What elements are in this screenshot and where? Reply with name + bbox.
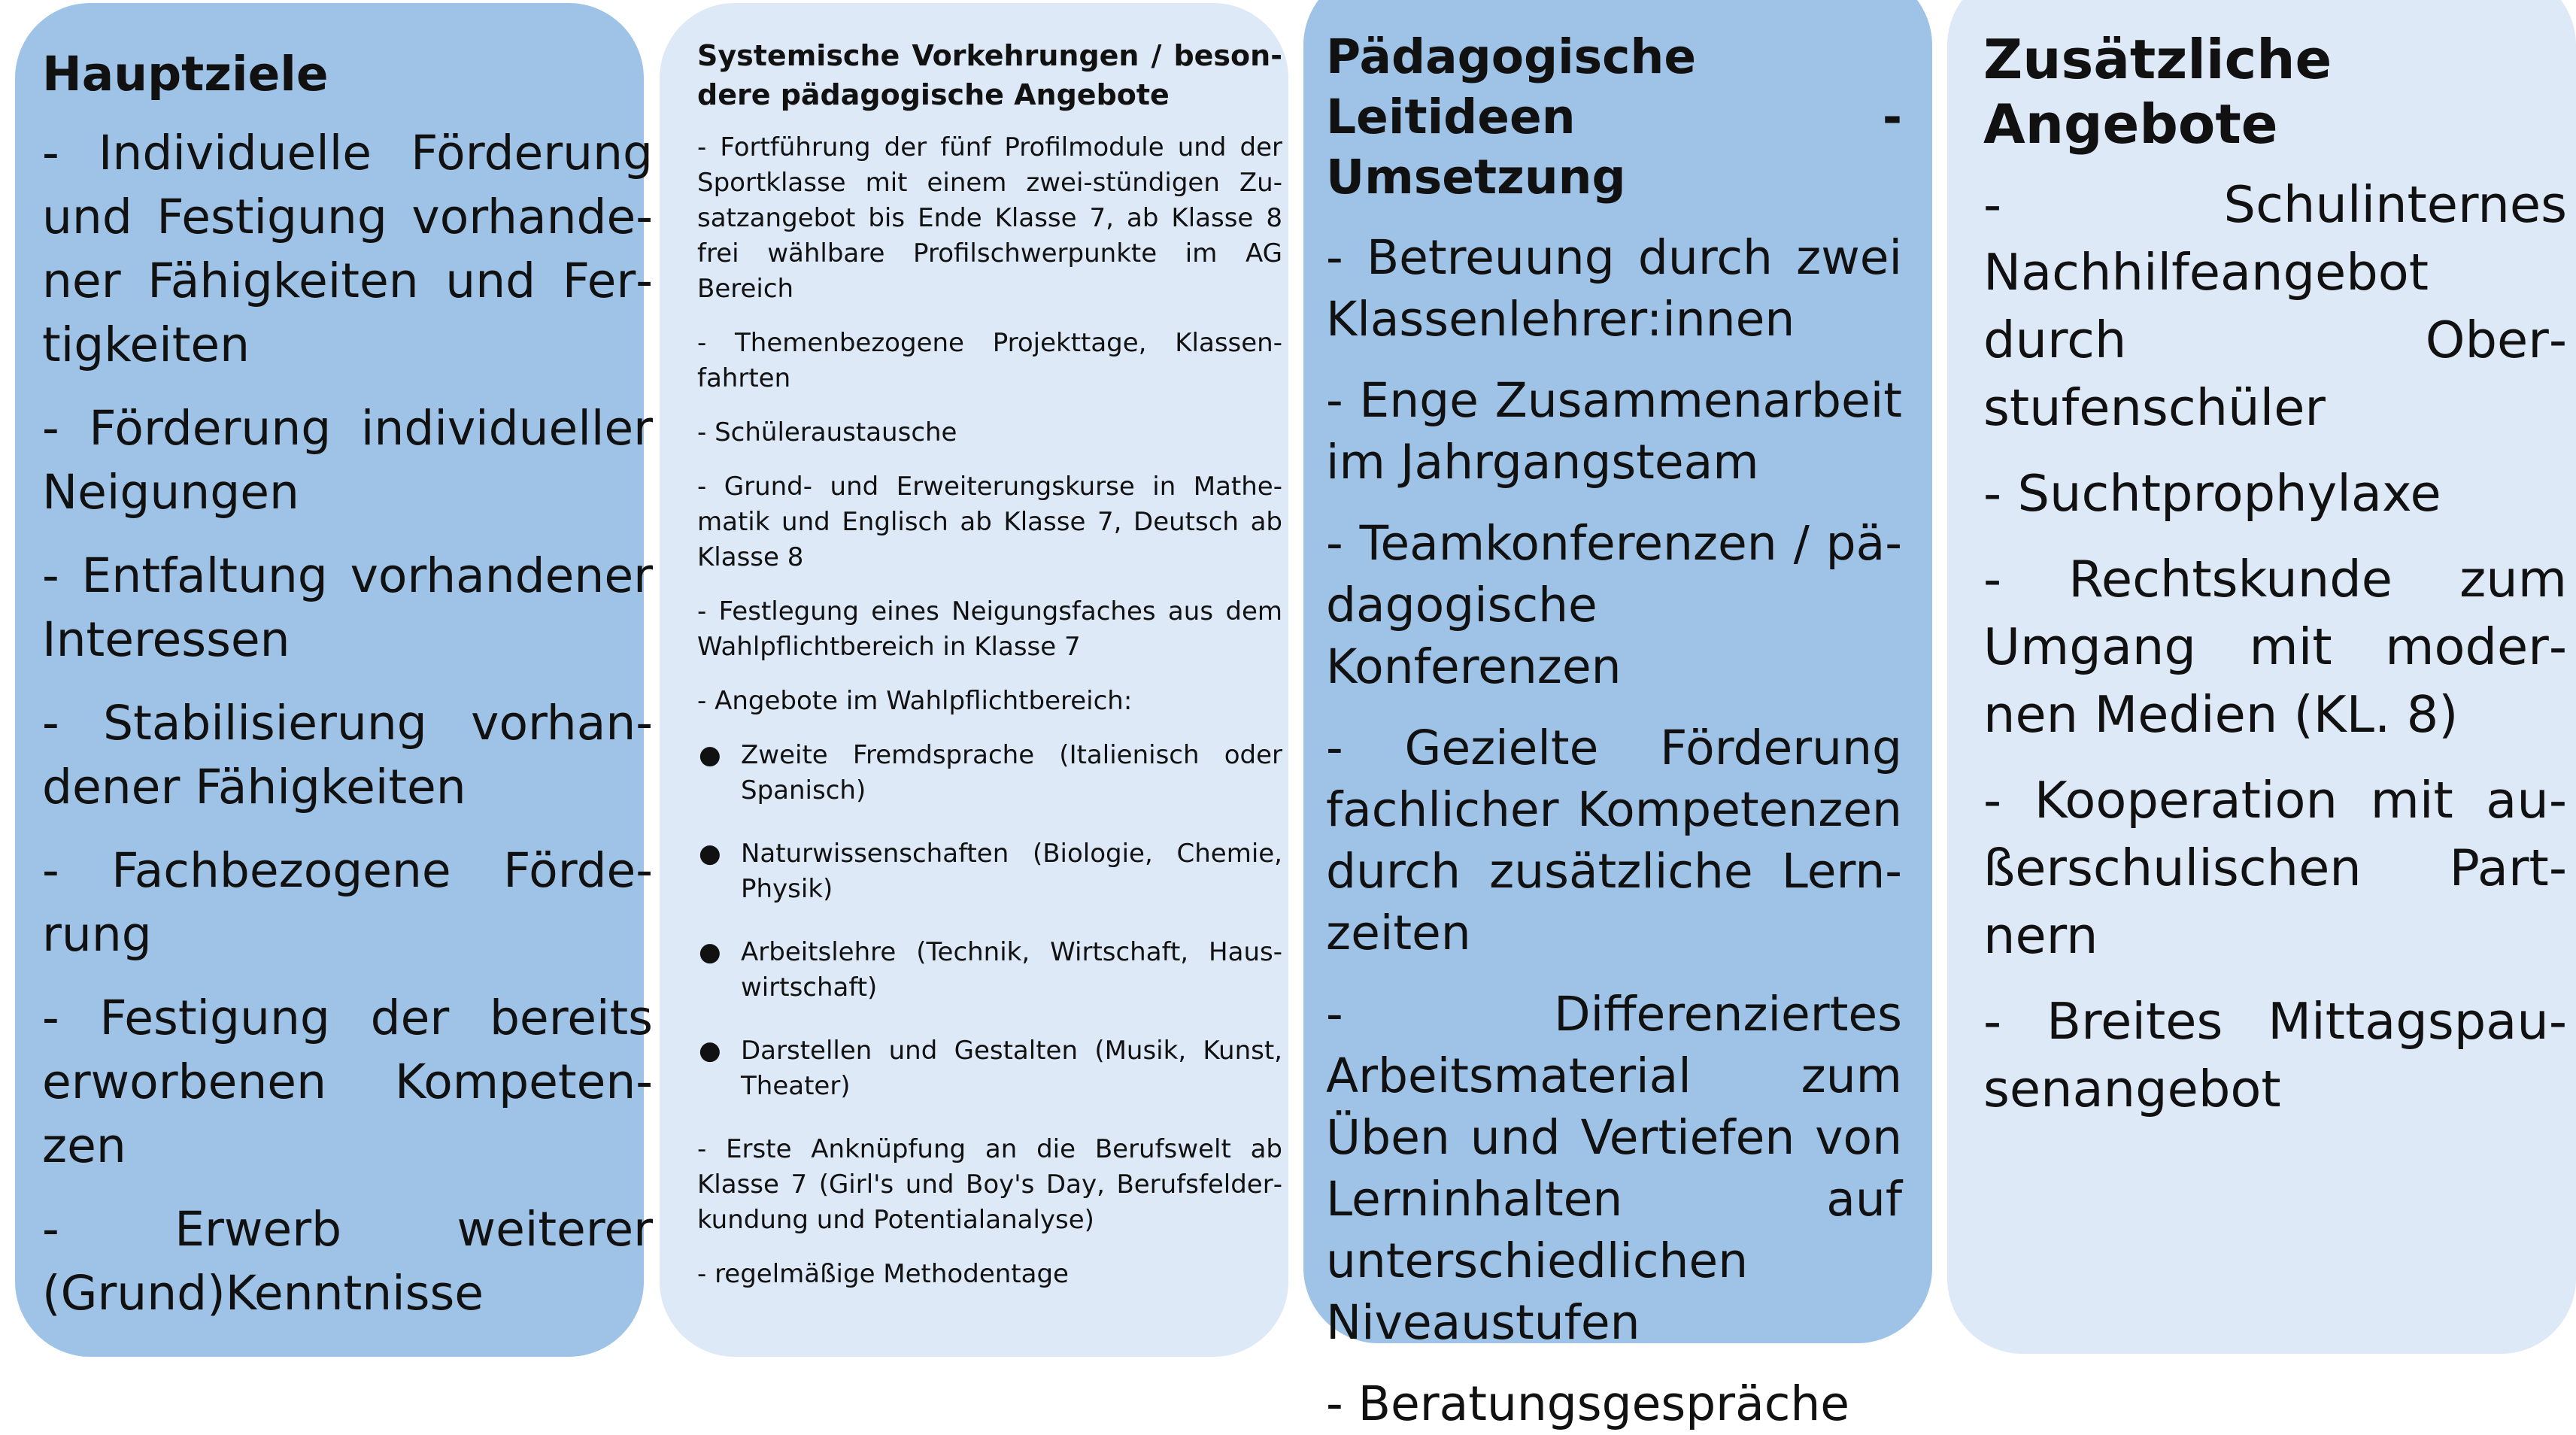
elective-offers-list xyxy=(697,738,1282,1104)
main-goals-panel xyxy=(15,3,653,1357)
additional-offers-item: - Schulinternes Nachhilfeangebot durch Oberstufenschüler xyxy=(1983,174,2567,437)
elective-offer-label: Zweite Fremdsprache (Italienisch oder Spanisch) xyxy=(741,739,1282,805)
pedagogical-ideas-item: - Beratungsgespräche xyxy=(1326,1376,1850,1431)
bullet-icon: ● xyxy=(699,739,721,770)
elective-offer-item xyxy=(697,836,1282,907)
additional-offers-title: Zusätzliche Angebote xyxy=(1983,28,2332,156)
systemic-measures-item: - Angebote im Wahlpflichtbereich: xyxy=(697,685,1133,716)
elective-offer-item xyxy=(697,738,1282,809)
systemic-measures-panel xyxy=(660,3,1288,1357)
systemic-measures-item: - Festlegung eines Neigungsfaches aus dem Wahlpflichtbereich in Klasse 7 xyxy=(697,596,1282,662)
elective-offer-item xyxy=(697,935,1282,1006)
pedagogical-ideas-item: - Differenziertes Arbeitsmaterial zum Üben und Vertiefen von Lerninhalten auf unterschiedlichen Niveaustufen xyxy=(1326,987,1902,1350)
pedagogical-ideas-panel xyxy=(1303,0,1932,1431)
systemic-measures-title: Systemische Vorkehrungen / besondere pädagogische Angebote xyxy=(697,39,1282,112)
additional-offers-panel xyxy=(1947,0,2576,1354)
elective-offer-item xyxy=(697,1033,1282,1104)
elective-offer-label: Darstellen und Gestalten (Musik, Kunst, Theater) xyxy=(741,1035,1282,1101)
main-goals-item: - Individuelle Förderung und Festigung vorhandener Fähigkeiten und Fertigkeiten xyxy=(42,125,653,372)
systemic-measures-item: - regelmäßige Methodentage xyxy=(697,1258,1069,1289)
bullet-icon: ● xyxy=(699,1035,721,1066)
systemic-measures-item: - Grund- und Erweiterungskurse in Mathematik und Englisch ab Klasse 7, Deutsch ab Klasse 8 xyxy=(697,471,1282,572)
main-goals-item: - Förderung individueller Neigungen xyxy=(42,400,653,520)
systemic-measures-item: - Schüleraustausche xyxy=(697,417,957,447)
pedagogical-ideas-item: - Enge Zusammenarbeit im Jahrgangsteam xyxy=(1326,373,1902,490)
additional-offers-item: - Breites Mittagspausenangebot xyxy=(1983,991,2567,1118)
systemic-measures-item: - Fortführung der fünf Profilmodule und der Sportklasse mit einem zwei-stündigen Zusatzangebot bis Ende Klasse 7, ab Klasse 8 frei wählbare Profilschwerpunkte im AG Bereich xyxy=(697,132,1282,304)
main-goals-item: - Fachbezogene Förderung xyxy=(42,842,653,962)
additional-offers-item: - Suchtprophylaxe xyxy=(1983,463,2441,523)
pedagogical-ideas-title: Pädagogische Leitideen - Umsetzung xyxy=(1326,29,1902,205)
elective-offer-label: Arbeitslehre (Technik, Wirtschaft, Hauswirtschaft) xyxy=(741,936,1282,1003)
pedagogical-ideas-item: - Gezielte Förderung fachlicher Kompetenzen durch zusätzliche Lernzeiten xyxy=(1326,721,1902,960)
main-goals-item: - Festigung der bereits erworbenen Kompetenzen xyxy=(42,990,653,1173)
main-goals-item: - Entfaltung vorhandener Interessen xyxy=(42,548,653,667)
bullet-icon: ● xyxy=(699,838,721,869)
bullet-icon: ● xyxy=(699,936,721,967)
pedagogical-ideas-item: - Betreuung durch zwei Klassenlehrer:innen xyxy=(1326,230,1902,347)
elective-offer-label: Naturwissenschaften (Biologie, Chemie, Physik) xyxy=(741,838,1282,904)
pedagogical-ideas-item: - Teamkonferenzen / pädagogische Konferenzen xyxy=(1326,516,1902,694)
systemic-measures-item: - Themenbezogene Projekttage, Klassenfahrten xyxy=(697,327,1282,393)
systemic-measures-item: - Erste Anknüpfung an die Berufswelt ab Klasse 7 (Girl's und Boy's Day, Berufsfelderkundung und Potentialanalyse) xyxy=(697,1133,1282,1235)
main-goals-item: - Stabilisierung vorhandener Fähigkeiten xyxy=(42,695,653,815)
main-goals-item: - Erwerb weiterer (Grund)Kenntnisse xyxy=(42,1201,653,1321)
additional-offers-item: - Kooperation mit außerschulischen Partnern xyxy=(1983,770,2567,965)
additional-offers-item: - Rechtskunde zum Umgang mit modernen Medien (KL. 8) xyxy=(1983,549,2567,744)
main-goals-title: Hauptziele xyxy=(42,47,329,102)
